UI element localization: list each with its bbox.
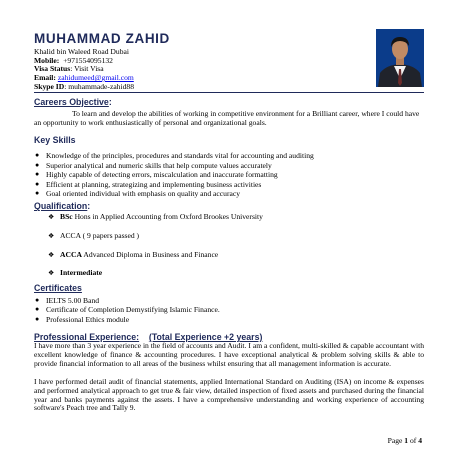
objective-heading: Careers Objective: — [34, 97, 112, 107]
list-item: ● Professional Ethics module — [35, 314, 130, 324]
experience-paragraph-2: I have performed detail audit of financial statements, applied International Standard on Auditing (ISA) on income & expenses and performed analytical approach to get true & fair view, detailed inspection of fixed assets and purchased during the financial year and banks payments against the assets. I have a comprehensive understanding and working experience of accounting software's Peach tree and Tally 9. — [34, 377, 424, 413]
certificates-heading: Certificates — [34, 283, 82, 293]
list-item: ● Highly capable of detecting errors, miscalculation and inaccurate formatting — [35, 170, 278, 180]
diamond-bullet-icon: ❖ — [48, 269, 55, 277]
objective-text: To learn and develop the abilities of working in competitive environment for a Brilliant career, where I could have an opportunity to work enthusiastically of personal and organizational goals. — [34, 109, 420, 127]
bullet-icon: ● — [35, 151, 40, 159]
list-item: ● Efficient at planning, strategizing and implementing business activities — [35, 179, 262, 189]
skype-id: : muhammade-zahid88 — [64, 81, 134, 91]
bullet-icon: ● — [35, 305, 40, 314]
contact-block — [34, 48, 134, 92]
header-divider — [34, 92, 424, 93]
bullet-icon: ● — [35, 170, 40, 179]
list-item: ● IELTS 5.00 Band — [35, 296, 100, 305]
list-item: ● Superior analytical and numeric skills that help compute values accurately — [35, 160, 272, 170]
list-item: ● Certificate of Completion Demystifying Islamic Finance. — [35, 305, 220, 315]
qualification-item: ❖ ACCA Advanced Diploma in Business and Finance — [48, 250, 219, 259]
email-label: Email: — [34, 73, 56, 83]
experience-title: Professional Experience: — [34, 332, 140, 342]
candidate-name: MUHAMMAD ZAHID — [34, 31, 170, 46]
bullet-icon: ● — [35, 179, 40, 188]
qualification-item: ❖ Intermediate — [48, 268, 103, 277]
mobile-label: Mobile: — [34, 55, 60, 65]
diamond-bullet-icon: ❖ — [48, 213, 55, 221]
qualification-heading: Qualification: — [34, 201, 91, 211]
skills-heading: Key Skills — [34, 135, 76, 145]
page-indicator: Page 1 of 4 — [387, 436, 422, 445]
list-item: ● Goal oriented individual with emphasis on quality and accuracy — [35, 189, 241, 199]
qualification-item: ❖ ACCA ( 9 papers passed ) — [48, 231, 140, 240]
experience-total: (Total Experience +2 years) — [148, 332, 263, 342]
diamond-bullet-icon: ❖ — [48, 251, 55, 259]
skype-label: Skype ID — [34, 81, 65, 91]
diamond-bullet-icon: ❖ — [48, 232, 55, 240]
bullet-icon: ● — [35, 189, 40, 198]
bullet-icon: ● — [35, 160, 40, 169]
mobile-number: +971554095132 — [63, 55, 113, 65]
certificates-list — [34, 296, 424, 324]
skills-list — [34, 151, 424, 199]
bullet-icon: ● — [35, 296, 40, 304]
experience-paragraph-1: I have more than 3 year experience in the field of accounts and Audit. I am a confident, multi-skilled & capable accountant with excellent knowledge of finance & accounting procedures. I have exceptional analytical & problem solving skills & able to provide financial information to all areas of the business whilst ensuring that all management information is accurate. — [34, 341, 424, 368]
address: Khalid bin Waleed Road Dubai — [34, 47, 129, 56]
visa-status: : Visit Visa — [70, 64, 104, 74]
profile-photo — [376, 29, 424, 87]
email-link[interactable]: zahidumeed@gmail.com — [57, 73, 134, 83]
person-portrait-icon — [376, 29, 424, 87]
skype-line — [34, 83, 134, 92]
bullet-icon: ● — [35, 314, 40, 323]
qualification-item: ❖ BSc Hons in Applied Accounting from Oxford Brookes University — [48, 212, 263, 221]
list-item: ● Knowledge of the principles, procedures and standards vital for accounting and auditing — [35, 151, 314, 160]
visa-label: Visa Status — [34, 64, 71, 74]
